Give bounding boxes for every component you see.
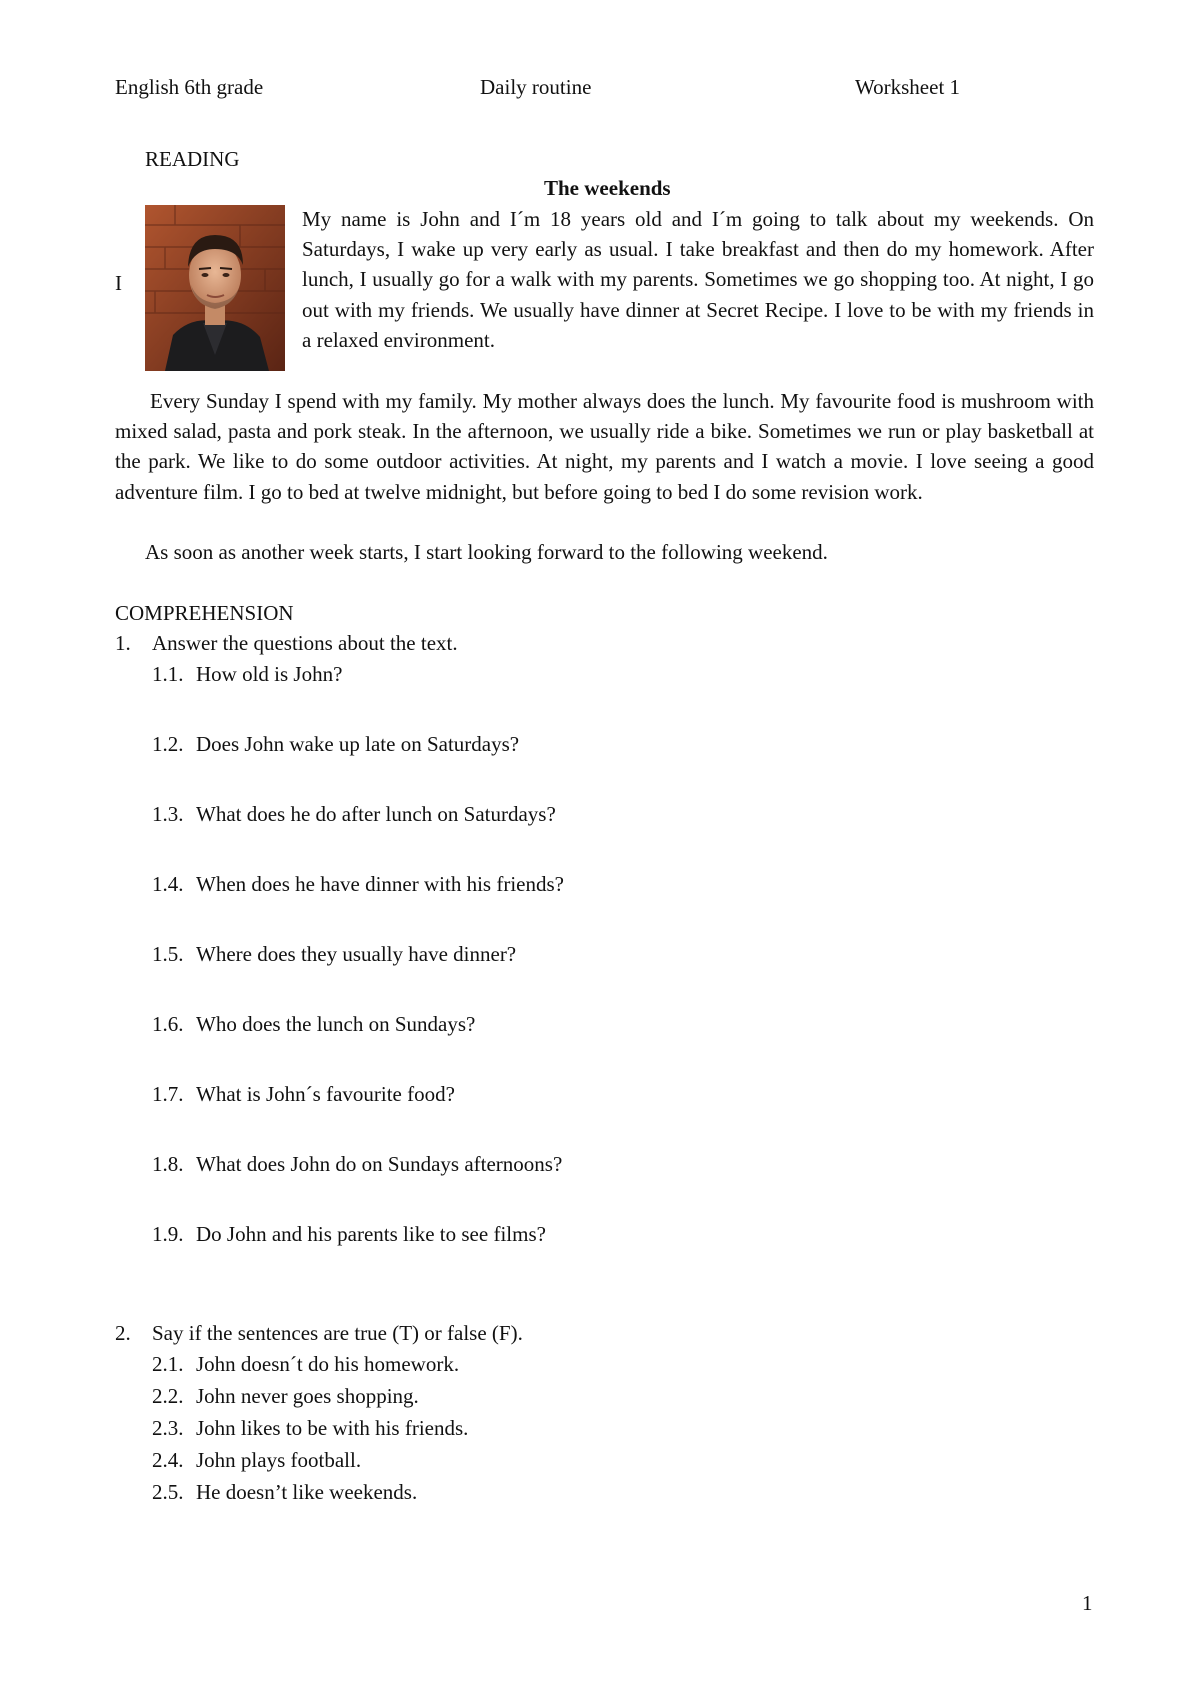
- sentence-text: John doesn´t do his homework.: [196, 1352, 460, 1376]
- question-item: [152, 659, 342, 689]
- true-false-item: [152, 1477, 417, 1507]
- question-text: What does John do on Sundays afternoons?: [196, 1152, 563, 1176]
- question-item: [152, 1079, 455, 1109]
- reading-section-label: READING: [145, 147, 240, 171]
- portrait-photo-icon: [145, 205, 285, 371]
- question-text: What is John´s favourite food?: [196, 1082, 455, 1106]
- exercise-2-instruction: [115, 1318, 523, 1348]
- header-topic: Daily routine: [480, 75, 592, 99]
- question-text: What does he do after lunch on Saturdays?: [196, 802, 556, 826]
- sentence-number: 2.1.: [152, 1352, 184, 1376]
- sentence-number: 2.4.: [152, 1448, 184, 1472]
- question-number: 1.8.: [152, 1152, 184, 1176]
- question-item: [152, 939, 516, 969]
- story-title: The weekends: [544, 176, 671, 200]
- question-number: 1.4.: [152, 872, 184, 896]
- question-text: Does John wake up late on Saturdays?: [196, 732, 520, 756]
- question-number: 1.7.: [152, 1082, 184, 1106]
- question-number: 1.5.: [152, 942, 184, 966]
- sentence-number: 2.3.: [152, 1416, 184, 1440]
- question-text: Who does the lunch on Sundays?: [196, 1012, 476, 1036]
- question-text: Where does they usually have dinner?: [196, 942, 517, 966]
- exercise-number: 1.: [115, 631, 131, 655]
- sentence-text: John never goes shopping.: [196, 1384, 419, 1408]
- true-false-item: [152, 1445, 361, 1475]
- question-text: How old is John?: [196, 662, 343, 686]
- stray-letter: I: [115, 271, 122, 295]
- sentence-number: 2.2.: [152, 1384, 184, 1408]
- question-item: [152, 869, 564, 899]
- exercise-1-instruction: [115, 628, 458, 658]
- question-item: [152, 1219, 546, 1249]
- true-false-item: [152, 1413, 468, 1443]
- reading-paragraph-2: Every Sunday I spend with my family. My mother always does the lunch. My favourite food is mushroom with mixed salad, pasta and pork steak. In the afternoon, we usually ride a bike. Sometimes we run or play basketball at the park. We like to do some outdoor activities. At night, my parents and I watch a movie. I love seeing a good adventure film. I go to bed at twelve midnight, but before going to bed I do some revision work.: [115, 389, 1094, 504]
- header-subject: English 6th grade: [115, 75, 264, 99]
- comprehension-section-label: COMPREHENSION: [115, 601, 294, 625]
- question-item: [152, 799, 556, 829]
- portrait-photo: [145, 205, 285, 371]
- question-number: 1.1.: [152, 662, 184, 686]
- question-text: Do John and his parents like to see films?: [196, 1222, 546, 1246]
- question-number: 1.2.: [152, 732, 184, 756]
- page-number: 1: [1082, 1591, 1093, 1615]
- true-false-item: [152, 1349, 459, 1379]
- question-item: [152, 1149, 562, 1179]
- question-number: 1.6.: [152, 1012, 184, 1036]
- question-item: [152, 729, 519, 759]
- reading-paragraph-3: As soon as another week starts, I start looking forward to the following weekend.: [145, 540, 828, 564]
- question-item: [152, 1009, 475, 1039]
- reading-paragraph-1: My name is John and I´m 18 years old and I´m going to talk about my weekends. On Saturdays, I wake up very early as usual. I take breakfast and then do my homework. After lunch, I usually go for a walk with my parents. Sometimes we go shopping too. At night, I go out with my friends. We usually have dinner at Secret Recipe. I love to be with my friends in a relaxed environment.: [302, 207, 1094, 352]
- sentence-text: He doesn’t like weekends.: [196, 1480, 418, 1504]
- exercise-instruction-text: Say if the sentences are true (T) or false (F).: [152, 1321, 523, 1345]
- sentence-text: John plays football.: [196, 1448, 362, 1472]
- header-worksheet: Worksheet 1: [855, 75, 961, 99]
- sentence-text: John likes to be with his friends.: [196, 1416, 469, 1440]
- exercise-number: 2.: [115, 1321, 131, 1345]
- question-number: 1.3.: [152, 802, 184, 826]
- question-text: When does he have dinner with his friends?: [196, 872, 564, 896]
- true-false-item: [152, 1381, 419, 1411]
- sentence-number: 2.5.: [152, 1480, 184, 1504]
- question-number: 1.9.: [152, 1222, 184, 1246]
- exercise-instruction-text: Answer the questions about the text.: [152, 631, 458, 655]
